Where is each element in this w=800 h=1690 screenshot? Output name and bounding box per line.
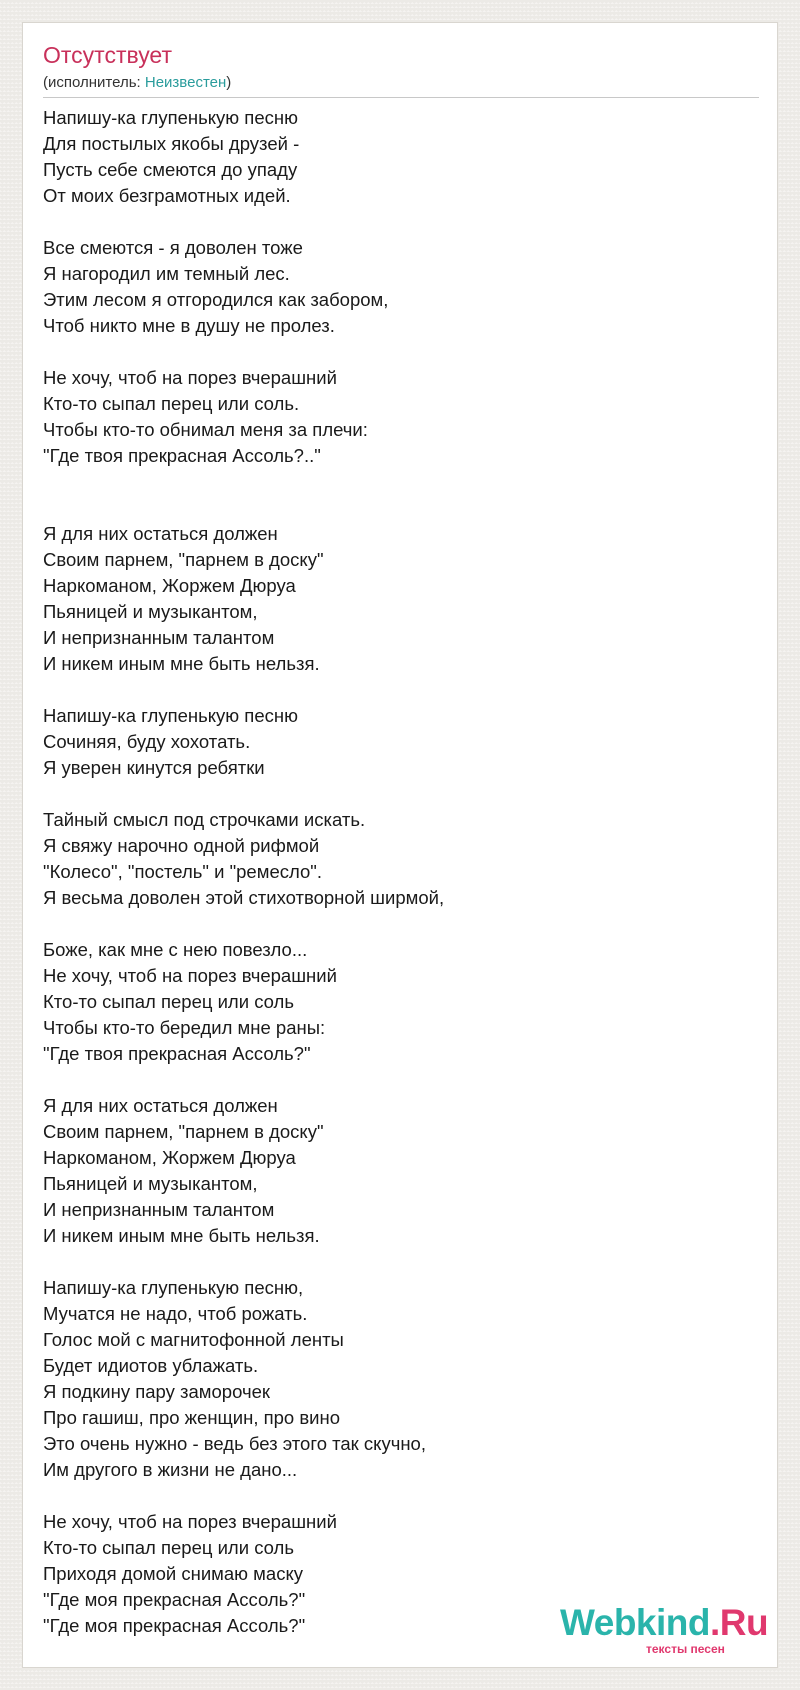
lyric-line: От моих безграмотных идей. [43, 185, 291, 206]
lyric-line: Напишу-ка глупенькую песню [43, 705, 298, 726]
lyric-line: Кто-то сыпал перец или соль. [43, 393, 300, 414]
lyric-line: Напишу-ка глупенькую песню [43, 107, 298, 128]
lyric-line: Наркоманом, Жоржем Дюруа [43, 1147, 296, 1168]
lyric-line: "Колесо", "постель" и "ремесло". [43, 861, 322, 882]
lyric-line: Тайный смысл под строчками искать. [43, 809, 366, 830]
lyric-line: Я весьма доволен этой стихотворной ширмой, [43, 887, 445, 908]
lyric-line: Голос мой с магнитофонной ленты [43, 1329, 344, 1350]
stanza-break [43, 911, 759, 937]
lyric-line: Пьяницей и музыкантом, [43, 1173, 258, 1194]
lyric-line: Сочиняя, буду хохотать. [43, 731, 251, 752]
artist-link[interactable]: Неизвестен [144, 74, 227, 91]
logo-tagline: тексты песен [646, 1642, 725, 1656]
lyrics-card [22, 22, 778, 1668]
lyric-line: Не хочу, чтоб на порез вчерашний [43, 965, 337, 986]
lyric-line: "Где твоя прекрасная Ассоль?" [43, 1043, 311, 1064]
lyric-line: "Где моя прекрасная Ассоль?" [43, 1589, 306, 1610]
artist-line [43, 74, 231, 91]
lyric-line: Боже, как мне с нею повезло... [43, 939, 308, 960]
lyric-line: Я для них остаться должен [43, 523, 278, 544]
stanza-break [43, 1249, 759, 1275]
lyric-line: Кто-то сыпал перец или соль [43, 991, 294, 1012]
logo-wordmark [560, 1603, 768, 1643]
lyric-line: И никем иным мне быть нельзя. [43, 1225, 320, 1246]
lyric-line: Своим парнем, "парнем в доску" [43, 549, 324, 570]
stanza-break [43, 1483, 759, 1509]
lyric-line: Я для них остаться должен [43, 1095, 278, 1116]
lyric-line: Не хочу, чтоб на порез вчерашний [43, 1511, 337, 1532]
lyric-line: Я уверен кинутся ребятки [43, 757, 265, 778]
lyric-line: "Где твоя прекрасная Ассоль?.." [43, 445, 321, 466]
lyric-line: Будет идиотов ублажать. [43, 1355, 259, 1376]
stanza-break [43, 495, 759, 521]
lyric-line: Пусть себе смеются до упаду [43, 159, 298, 180]
lyric-line: Это очень нужно - ведь без этого так скучно, [43, 1433, 426, 1454]
lyric-line: Чтобы кто-то обнимал меня за плечи: [43, 419, 368, 440]
lyric-line: Я свяжу нарочно одной рифмой [43, 835, 320, 856]
lyric-line: Про гашиш, про женщин, про вино [43, 1407, 341, 1428]
lyric-line: "Где моя прекрасная Ассоль?" [43, 1615, 306, 1636]
stanza-break [43, 339, 759, 365]
lyric-line: Напишу-ка глупенькую песню, [43, 1277, 304, 1298]
lyric-line: Я нагородил им темный лес. [43, 263, 290, 284]
lyric-line: Кто-то сыпал перец или соль [43, 1537, 294, 1558]
lyric-line: Все смеются - я доволен тоже [43, 237, 303, 258]
stanza-break [43, 781, 759, 807]
logo-tld: .Ru [710, 1602, 769, 1643]
lyric-line: Наркоманом, Жоржем Дюруа [43, 575, 296, 596]
lyric-line: Не хочу, чтоб на порез вчерашний [43, 367, 337, 388]
lyric-line: Чтобы кто-то бередил мне раны: [43, 1017, 326, 1038]
webkind-logo[interactable] [560, 1603, 780, 1661]
lyric-line: Чтоб никто мне в душу не пролез. [43, 315, 335, 336]
lyric-line: Приходя домой снимаю маску [43, 1563, 303, 1584]
lyric-line: И никем иным мне быть нельзя. [43, 653, 320, 674]
lyrics-text [43, 105, 759, 1639]
artist-prefix: (исполнитель: [43, 74, 145, 91]
artist-suffix: ) [226, 74, 232, 91]
lyric-line: Мучатся не надо, чтоб рожать. [43, 1303, 308, 1324]
song-title: Отсутствует [43, 42, 172, 68]
lyric-line: Своим парнем, "парнем в доску" [43, 1121, 324, 1142]
lyric-line: Я подкину пару заморочек [43, 1381, 270, 1402]
lyric-line: И непризнанным талантом [43, 627, 275, 648]
lyric-line: Им другого в жизни не дано... [43, 1459, 298, 1480]
lyric-line: Пьяницей и музыкантом, [43, 601, 258, 622]
lyric-line: И непризнанным талантом [43, 1199, 275, 1220]
logo-name: Webkind [560, 1602, 710, 1643]
stanza-break [43, 469, 759, 495]
stanza-break [43, 209, 759, 235]
stanza-break [43, 1067, 759, 1093]
lyric-line: Для постылых якобы друзей - [43, 133, 300, 154]
title-divider [43, 97, 759, 98]
lyric-line: Этим лесом я отгородился как забором, [43, 289, 389, 310]
stanza-break [43, 677, 759, 703]
